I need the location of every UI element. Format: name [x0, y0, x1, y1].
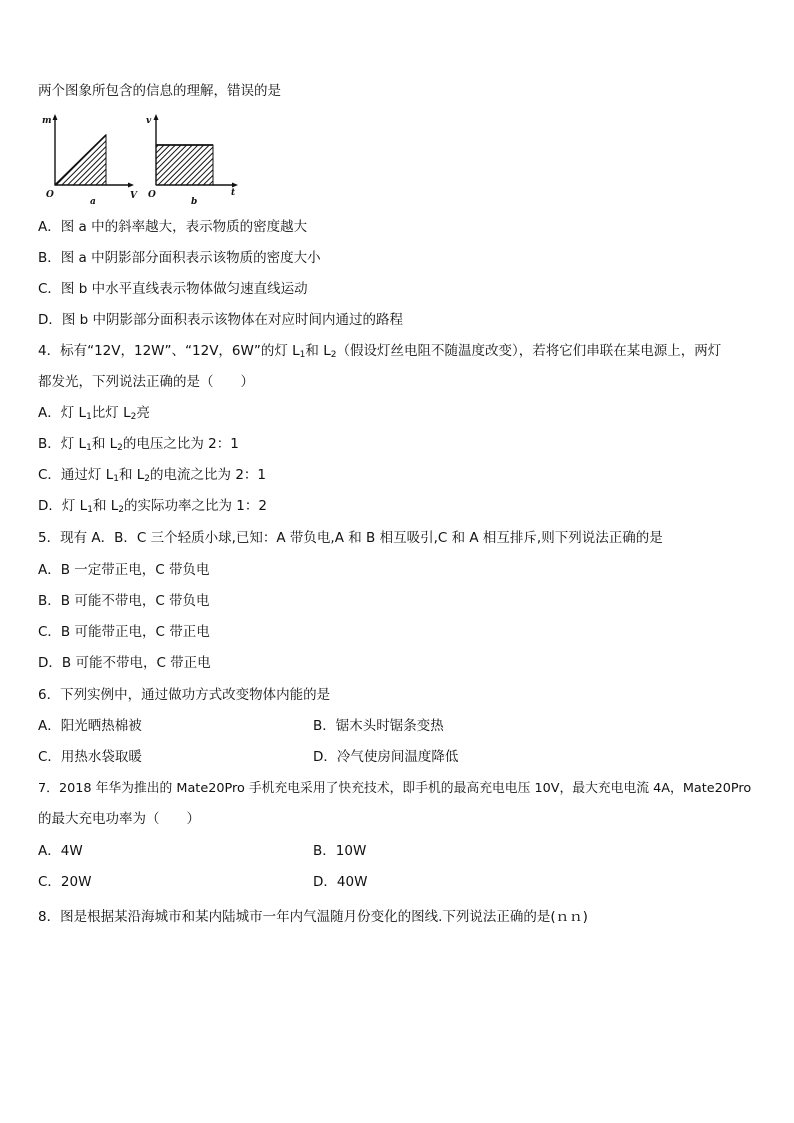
graph-b-shaded-area [156, 145, 213, 185]
q4-stem-line2: 都发光，下列说法正确的是（ ） [38, 374, 254, 390]
graph-b-origin: O [148, 190, 156, 200]
q4-stem-line1: 4．标有“12V，12W”、“12V，6W”的灯 $L_1$和 $L_2$（假设灯丝电阻不随温度改变），若将它们串联在某电源上，两灯 [38, 343, 722, 360]
q7-option-b[interactable]: B．10W [313, 843, 367, 859]
q6-option-a[interactable]: A．阳光晒热棉被 [38, 718, 142, 734]
graph-b-caption: b [191, 197, 198, 207]
q5-option-b[interactable]: B．B 可能不带电，C 带负电 [38, 593, 210, 609]
q5-option-d[interactable]: D．B 可能不带电，C 带正电 [38, 655, 211, 671]
graph-a-origin: O [46, 190, 54, 200]
graph-b-x-label: t [231, 188, 236, 198]
q6-option-b[interactable]: B．锯木头时锯条变热 [313, 718, 444, 734]
question-intro: 两个图象所包含的信息的理解，错误的是 [38, 83, 281, 99]
q4-option-c[interactable]: C．通过灯 $L_1$和 $L_2$的电流之比为 2：1 [38, 467, 267, 484]
q7-stem-line2: 的最大充电功率为（ ） [38, 811, 200, 827]
q3-option-a[interactable]: A．图 a 中的斜率越大，表示物质的密度越大 [38, 219, 308, 235]
q5-option-c[interactable]: C．B 可能带正电，C 带正电 [38, 624, 210, 640]
q7-option-a[interactable]: A．4W [38, 843, 83, 859]
q3-option-c[interactable]: C．图 b 中水平直线表示物体做匀速直线运动 [38, 281, 308, 297]
q4-option-a[interactable]: A．灯 $L_1$比灯 $L_2$亮 [38, 405, 150, 422]
q7-option-c[interactable]: C．20W [38, 874, 92, 890]
q5-stem: 5．现有 A．B．C 三个轻质小球,已知：A 带负电,A 和 B 相互吸引,C 和 A 相互排斥,则下列说法正确的是 [38, 530, 663, 546]
graph-a-y-label: m [42, 116, 52, 126]
q3-option-b[interactable]: B．图 a 中阴影部分面积表示该物质的密度大小 [38, 250, 321, 266]
q4-option-d[interactable]: D．灯 $L_1$和 $L_2$的实际功率之比为 1：2 [38, 498, 267, 515]
q7-option-d[interactable]: D．40W [313, 874, 368, 890]
q6-option-d[interactable]: D．冷气使房间温度降低 [313, 749, 459, 765]
q5-option-a[interactable]: A．B 一定带正电，C 带负电 [38, 562, 210, 578]
q4-option-b[interactable]: B．灯 $L_1$和 $L_2$的电压之比为 2：1 [38, 436, 239, 453]
q8-stem: 8．图是根据某沿海城市和某内陆城市一年内气温随月份变化的图线.下列说法正确的是(ｎｎ) [38, 909, 588, 925]
q6-option-c[interactable]: C．用热水袋取暖 [38, 749, 142, 765]
graph-a [42, 114, 138, 207]
graph-b-y-label: v [146, 116, 152, 126]
density-velocity-graphs [38, 112, 250, 208]
graph-a-caption: a [90, 197, 96, 207]
graph-a-x-label: V [130, 191, 137, 201]
q7-stem-line1: 7．2018 年华为推出的 Mate20Pro 手机充电采用了快充技术，即手机的最高充电电压 10V，最大充电电流 4A，Mate20Pro [38, 781, 752, 796]
graph-b [146, 114, 238, 207]
q6-stem: 6．下列实例中，通过做功方式改变物体内能的是 [38, 687, 331, 703]
q3-option-d[interactable]: D．图 b 中阴影部分面积表示该物体在对应时间内通过的路程 [38, 312, 404, 328]
